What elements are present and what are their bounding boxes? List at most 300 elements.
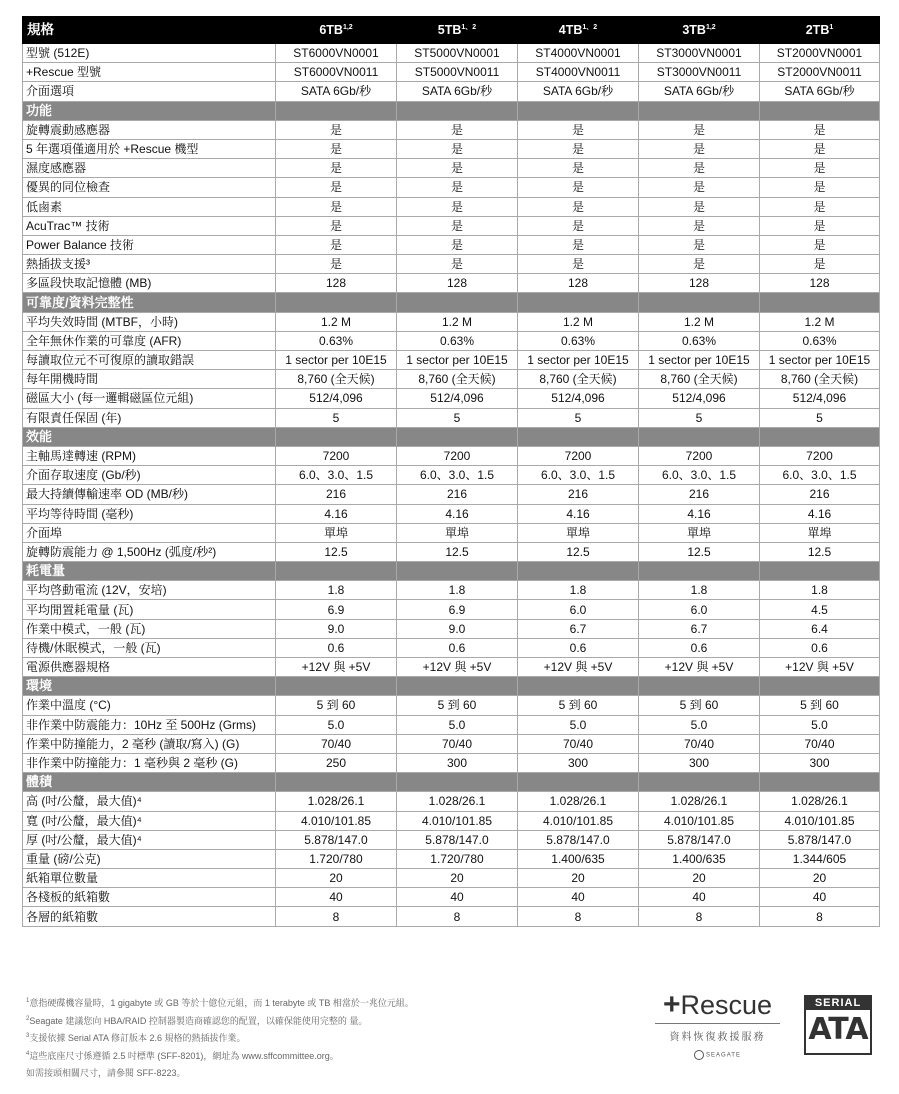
table-cell: 是: [518, 235, 639, 254]
table-cell: 5 到 60: [639, 696, 760, 715]
table-cell: ST6000VN0001: [276, 44, 397, 63]
section-blank-cell: [639, 293, 760, 312]
table-cell: 是: [276, 255, 397, 274]
table-cell: 5: [518, 408, 639, 427]
section-blank-cell: [760, 427, 880, 446]
row-label: 優異的同位檢查: [23, 178, 276, 197]
section-blank-cell: [518, 101, 639, 120]
table-cell: 1.2 M: [397, 312, 518, 331]
section-header-row: [23, 562, 880, 581]
serial-ata-logo: [804, 995, 872, 1055]
table-row: [23, 849, 880, 868]
section-blank-cell: [397, 101, 518, 120]
table-row: [23, 139, 880, 158]
table-cell: 是: [397, 139, 518, 158]
table-cell: 9.0: [276, 619, 397, 638]
table-row: [23, 63, 880, 82]
table-cell: 4.010/101.85: [276, 811, 397, 830]
table-cell: 是: [397, 159, 518, 178]
row-label: 主軸馬達轉速 (RPM): [23, 446, 276, 465]
row-label: 每讀取位元不可復原的讀取錯誤: [23, 351, 276, 370]
table-cell: SATA 6Gb/秒: [276, 82, 397, 101]
table-cell: 4.5: [760, 600, 880, 619]
table-row: [23, 581, 880, 600]
table-cell: 6.4: [760, 619, 880, 638]
table-cell: 是: [639, 235, 760, 254]
table-cell: 1.028/26.1: [639, 792, 760, 811]
table-cell: 128: [276, 274, 397, 293]
table-cell: 是: [760, 120, 880, 139]
table-cell: 0.63%: [397, 331, 518, 350]
table-cell: 6.7: [639, 619, 760, 638]
table-cell: 1 sector per 10E15: [397, 351, 518, 370]
row-label: 平均等待時間 (毫秒): [23, 504, 276, 523]
table-cell: ST6000VN0011: [276, 63, 397, 82]
section-header-row: [23, 293, 880, 312]
table-cell: 是: [276, 120, 397, 139]
table-cell: 8,760 (全天候): [397, 370, 518, 389]
table-cell: 單埠: [397, 523, 518, 542]
row-label: 有限責任保固 (年): [23, 408, 276, 427]
section-title: 功能: [23, 101, 276, 120]
table-cell: 1.344/605: [760, 849, 880, 868]
table-row: [23, 542, 880, 561]
table-cell: 單埠: [639, 523, 760, 542]
sata-logo-main: ATA: [808, 1012, 868, 1047]
header-model: $2TB^1$: [760, 17, 880, 44]
table-row: [23, 389, 880, 408]
table-cell: 1.400/635: [518, 849, 639, 868]
footnote: $^1$意指硬碟機容量時，1 gigabyte 或 GB 等於十億位元組，而 1 terabyte 或 TB 相當於一兆位元組。: [26, 998, 414, 1008]
row-label: 介面埠: [23, 523, 276, 542]
table-cell: ST3000VN0001: [639, 44, 760, 63]
section-blank-cell: [518, 293, 639, 312]
row-label: Power Balance 技術: [23, 235, 276, 254]
table-cell: 是: [518, 159, 639, 178]
table-cell: +12V 與 +5V: [276, 658, 397, 677]
table-row: [23, 159, 880, 178]
section-title: 環境: [23, 677, 276, 696]
row-label: +Rescue 型號: [23, 63, 276, 82]
table-cell: 5 到 60: [397, 696, 518, 715]
table-cell: SATA 6Gb/秒: [760, 82, 880, 101]
section-blank-cell: [397, 427, 518, 446]
table-cell: 0.6: [518, 638, 639, 657]
header-model: $4TB^{1、2}$: [518, 17, 639, 44]
section-blank-cell: [639, 562, 760, 581]
table-cell: 5.0: [760, 715, 880, 734]
header-model: 6TB$^{1,2}$: [276, 17, 397, 44]
row-label: AcuTrac™ 技術: [23, 216, 276, 235]
table-row: [23, 120, 880, 139]
table-cell: 0.6: [639, 638, 760, 657]
table-row: [23, 235, 880, 254]
table-cell: 是: [276, 139, 397, 158]
row-label: 各棧板的紙箱數: [23, 888, 276, 907]
table-row: [23, 466, 880, 485]
table-row: [23, 792, 880, 811]
table-row: [23, 715, 880, 734]
table-cell: 8,760 (全天候): [276, 370, 397, 389]
table-cell: 是: [276, 197, 397, 216]
table-cell: 128: [397, 274, 518, 293]
table-cell: 1.2 M: [276, 312, 397, 331]
section-blank-cell: [397, 773, 518, 792]
table-row: [23, 888, 880, 907]
table-cell: 是: [518, 178, 639, 197]
table-cell: 70/40: [397, 734, 518, 753]
table-cell: 5 到 60: [760, 696, 880, 715]
table-row: [23, 734, 880, 753]
table-cell: 12.5: [518, 542, 639, 561]
table-cell: 是: [276, 216, 397, 235]
table-cell: 9.0: [397, 619, 518, 638]
table-cell: 5: [276, 408, 397, 427]
table-cell: 是: [518, 120, 639, 139]
table-cell: 0.63%: [639, 331, 760, 350]
section-header-row: [23, 101, 880, 120]
table-cell: 4.16: [276, 504, 397, 523]
table-cell: ST4000VN0001: [518, 44, 639, 63]
section-title: 耗電量: [23, 562, 276, 581]
row-label: 最大持續傳輸速率 OD (MB/秒): [23, 485, 276, 504]
row-label: 厚 (吋/公釐，最大值)⁴: [23, 830, 276, 849]
table-cell: +12V 與 +5V: [760, 658, 880, 677]
table-cell: 5.0: [639, 715, 760, 734]
table-cell: 是: [760, 216, 880, 235]
table-cell: 300: [639, 753, 760, 772]
table-cell: ST2000VN0011: [760, 63, 880, 82]
table-cell: 6.9: [397, 600, 518, 619]
row-label: 作業中溫度 (°C): [23, 696, 276, 715]
row-label: 非作業中防撞能力：1 毫秒與 2 毫秒 (G): [23, 753, 276, 772]
table-cell: 6.0、3.0、1.5: [397, 466, 518, 485]
table-cell: 12.5: [760, 542, 880, 561]
table-cell: 7200: [760, 446, 880, 465]
rescue-subtitle: 資料恢復救援服務: [655, 1023, 780, 1043]
table-cell: 是: [760, 139, 880, 158]
table-cell: 是: [397, 255, 518, 274]
table-row: [23, 869, 880, 888]
row-label: 紙箱單位數量: [23, 869, 276, 888]
table-cell: 8,760 (全天候): [639, 370, 760, 389]
section-header-row: [23, 427, 880, 446]
table-cell: 5.878/147.0: [760, 830, 880, 849]
table-cell: 512/4,096: [639, 389, 760, 408]
table-cell: 4.16: [518, 504, 639, 523]
table-cell: 128: [518, 274, 639, 293]
table-cell: 是: [276, 178, 397, 197]
table-cell: ST2000VN0001: [760, 44, 880, 63]
table-cell: 12.5: [397, 542, 518, 561]
section-blank-cell: [276, 101, 397, 120]
table-cell: 6.0、3.0、1.5: [639, 466, 760, 485]
sata-logo-top: SERIAL: [806, 997, 870, 1010]
table-cell: 7200: [397, 446, 518, 465]
seagate-icon: [694, 1050, 704, 1060]
table-cell: 5.878/147.0: [639, 830, 760, 849]
footnote: $^4$這些底座尺寸係遵循 2.5 吋標準 (SFF-8201)，網址為 www.sffcommittee.org。: [26, 1050, 339, 1061]
table-cell: 是: [639, 178, 760, 197]
table-cell: 5: [760, 408, 880, 427]
table-cell: 是: [760, 178, 880, 197]
table-cell: 20: [397, 869, 518, 888]
table-cell: 8: [276, 907, 397, 926]
rescue-logo: [655, 990, 780, 1060]
table-cell: 40: [760, 888, 880, 907]
table-cell: 6.0: [518, 600, 639, 619]
section-blank-cell: [639, 677, 760, 696]
table-cell: 6.0、3.0、1.5: [518, 466, 639, 485]
table-cell: 1.8: [518, 581, 639, 600]
table-cell: 8,760 (全天候): [760, 370, 880, 389]
section-header-row: [23, 677, 880, 696]
table-cell: 是: [518, 255, 639, 274]
table-row: [23, 811, 880, 830]
table-cell: 是: [639, 197, 760, 216]
row-label: 5 年選項僅適用於 +Rescue 機型: [23, 139, 276, 158]
table-cell: 4.16: [397, 504, 518, 523]
table-cell: 是: [397, 216, 518, 235]
spec-body: [23, 44, 880, 927]
table-row: [23, 638, 880, 657]
table-cell: +12V 與 +5V: [639, 658, 760, 677]
table-cell: 4.16: [760, 504, 880, 523]
table-cell: +12V 與 +5V: [518, 658, 639, 677]
table-cell: 是: [276, 159, 397, 178]
table-cell: 8: [639, 907, 760, 926]
table-cell: 1.028/26.1: [760, 792, 880, 811]
table-cell: 70/40: [760, 734, 880, 753]
table-cell: 1.720/780: [397, 849, 518, 868]
table-cell: 0.6: [760, 638, 880, 657]
section-title: 可靠度/資料完整性: [23, 293, 276, 312]
section-blank-cell: [276, 677, 397, 696]
table-cell: ST5000VN0001: [397, 44, 518, 63]
row-label: 高 (吋/公釐，最大值)⁴: [23, 792, 276, 811]
spec-table: [22, 16, 880, 927]
table-row: [23, 600, 880, 619]
table-cell: 是: [760, 235, 880, 254]
section-blank-cell: [276, 562, 397, 581]
table-cell: 是: [518, 139, 639, 158]
table-cell: 1.8: [760, 581, 880, 600]
section-title: 效能: [23, 427, 276, 446]
table-row: [23, 44, 880, 63]
table-cell: 20: [518, 869, 639, 888]
table-cell: 是: [518, 197, 639, 216]
table-cell: +12V 與 +5V: [397, 658, 518, 677]
section-blank-cell: [518, 677, 639, 696]
table-cell: 1 sector per 10E15: [518, 351, 639, 370]
header-label: 規格: [23, 17, 276, 44]
table-cell: 1 sector per 10E15: [639, 351, 760, 370]
row-label: 重量 (磅/公克): [23, 849, 276, 868]
table-cell: 40: [397, 888, 518, 907]
row-label: 寬 (吋/公釐，最大值)⁴: [23, 811, 276, 830]
row-label: 介面選項: [23, 82, 276, 101]
table-row: [23, 351, 880, 370]
footnote: 如需接頭相關尺寸，請參閱 SFF-8223。: [26, 1068, 186, 1078]
table-row: [23, 255, 880, 274]
table-cell: 5.0: [276, 715, 397, 734]
table-cell: 250: [276, 753, 397, 772]
table-cell: 70/40: [276, 734, 397, 753]
table-row: [23, 312, 880, 331]
header-row: [23, 17, 880, 44]
table-cell: 1.2 M: [518, 312, 639, 331]
section-blank-cell: [276, 427, 397, 446]
table-row: [23, 907, 880, 926]
section-blank-cell: [639, 427, 760, 446]
table-cell: SATA 6Gb/秒: [397, 82, 518, 101]
table-cell: 是: [639, 139, 760, 158]
table-cell: 是: [397, 120, 518, 139]
seagate-logo: SEAGATE: [655, 1050, 780, 1060]
row-label: 旋轉震動感應器: [23, 120, 276, 139]
table-cell: 5.0: [518, 715, 639, 734]
table-cell: 7200: [276, 446, 397, 465]
table-cell: 20: [276, 869, 397, 888]
table-row: [23, 485, 880, 504]
table-cell: 512/4,096: [760, 389, 880, 408]
table-cell: 12.5: [276, 542, 397, 561]
table-cell: 300: [397, 753, 518, 772]
row-label: 待機/休眠模式，一般 (瓦): [23, 638, 276, 657]
table-cell: ST4000VN0011: [518, 63, 639, 82]
rescue-wordmark: +Rescue: [662, 988, 773, 1021]
table-cell: 40: [639, 888, 760, 907]
table-cell: 8,760 (全天候): [518, 370, 639, 389]
table-row: [23, 504, 880, 523]
table-cell: 0.63%: [760, 331, 880, 350]
table-row: [23, 523, 880, 542]
section-blank-cell: [518, 773, 639, 792]
table-cell: 1.2 M: [639, 312, 760, 331]
table-cell: 512/4,096: [397, 389, 518, 408]
table-cell: 40: [518, 888, 639, 907]
table-cell: 是: [397, 178, 518, 197]
table-cell: 512/4,096: [276, 389, 397, 408]
table-cell: 是: [518, 216, 639, 235]
table-cell: 0.63%: [518, 331, 639, 350]
table-cell: 是: [760, 255, 880, 274]
section-blank-cell: [518, 562, 639, 581]
section-blank-cell: [518, 427, 639, 446]
section-blank-cell: [760, 562, 880, 581]
table-cell: 70/40: [639, 734, 760, 753]
section-blank-cell: [276, 293, 397, 312]
table-cell: 1.028/26.1: [276, 792, 397, 811]
table-row: [23, 178, 880, 197]
table-cell: 4.010/101.85: [639, 811, 760, 830]
table-cell: 216: [397, 485, 518, 504]
table-cell: 8: [397, 907, 518, 926]
row-label: 全年無休作業的可靠度 (AFR): [23, 331, 276, 350]
section-header-row: [23, 773, 880, 792]
table-cell: 是: [639, 159, 760, 178]
table-cell: 4.010/101.85: [760, 811, 880, 830]
row-label: 平均失效時間 (MTBF，小時): [23, 312, 276, 331]
table-cell: 6.0: [639, 600, 760, 619]
table-cell: 128: [760, 274, 880, 293]
row-label: 低鹵素: [23, 197, 276, 216]
row-label: 介面存取速度 (Gb/秒): [23, 466, 276, 485]
table-row: [23, 830, 880, 849]
table-cell: 5 到 60: [518, 696, 639, 715]
table-cell: 是: [760, 197, 880, 216]
table-cell: 5.878/147.0: [276, 830, 397, 849]
table-row: [23, 216, 880, 235]
table-cell: 0.63%: [276, 331, 397, 350]
table-cell: 5.878/147.0: [518, 830, 639, 849]
footnote: $^2$Seagate 建議您向 HBA/RAID 控制器製造商確認您的配置，以確保能使用完整的 量。: [26, 1015, 368, 1026]
table-cell: 300: [760, 753, 880, 772]
row-label: 作業中模式，一般 (瓦): [23, 619, 276, 638]
table-row: [23, 370, 880, 389]
table-cell: 單埠: [518, 523, 639, 542]
table-cell: 128: [639, 274, 760, 293]
table-cell: 4.010/101.85: [397, 811, 518, 830]
table-row: [23, 408, 880, 427]
table-cell: SATA 6Gb/秒: [518, 82, 639, 101]
table-cell: 20: [760, 869, 880, 888]
table-cell: 7200: [518, 446, 639, 465]
row-label: 平均閒置耗電量 (瓦): [23, 600, 276, 619]
row-label: 旋轉防震能力 @ 1,500Hz (弧度/秒²): [23, 542, 276, 561]
table-row: [23, 446, 880, 465]
table-cell: 0.6: [276, 638, 397, 657]
footnote: $^3$支援依據 Serial ATA 修訂版本 2.6 規格的熱插拔作業。: [26, 1033, 246, 1043]
table-cell: 12.5: [639, 542, 760, 561]
table-cell: 是: [639, 216, 760, 235]
row-label: 作業中防撞能力，2 毫秒 (讀取/寫入) (G): [23, 734, 276, 753]
table-cell: 是: [760, 159, 880, 178]
table-cell: 1.8: [397, 581, 518, 600]
section-blank-cell: [760, 677, 880, 696]
header-model: $5TB^{1、2}$: [397, 17, 518, 44]
table-cell: 6.0、3.0、1.5: [760, 466, 880, 485]
footnotes: [26, 994, 626, 1082]
row-label: 濕度感應器: [23, 159, 276, 178]
table-row: [23, 753, 880, 772]
table-cell: 單埠: [276, 523, 397, 542]
table-cell: 0.6: [397, 638, 518, 657]
section-blank-cell: [397, 677, 518, 696]
table-cell: 216: [518, 485, 639, 504]
table-cell: 5.0: [397, 715, 518, 734]
table-cell: 5: [397, 408, 518, 427]
table-cell: 6.0、3.0、1.5: [276, 466, 397, 485]
table-cell: 1.028/26.1: [518, 792, 639, 811]
row-label: 每年開機時間: [23, 370, 276, 389]
row-label: 熱插拔支援³: [23, 255, 276, 274]
table-cell: 1.8: [276, 581, 397, 600]
table-cell: 6.9: [276, 600, 397, 619]
table-row: [23, 696, 880, 715]
row-label: 磁區大小 (每一邏輯磁區位元組): [23, 389, 276, 408]
table-cell: 是: [276, 235, 397, 254]
table-cell: 1.720/780: [276, 849, 397, 868]
table-cell: 4.010/101.85: [518, 811, 639, 830]
table-cell: 40: [276, 888, 397, 907]
section-blank-cell: [760, 773, 880, 792]
table-cell: 20: [639, 869, 760, 888]
row-label: 型號 (512E): [23, 44, 276, 63]
table-cell: SATA 6Gb/秒: [639, 82, 760, 101]
table-cell: 70/40: [518, 734, 639, 753]
table-cell: 216: [276, 485, 397, 504]
